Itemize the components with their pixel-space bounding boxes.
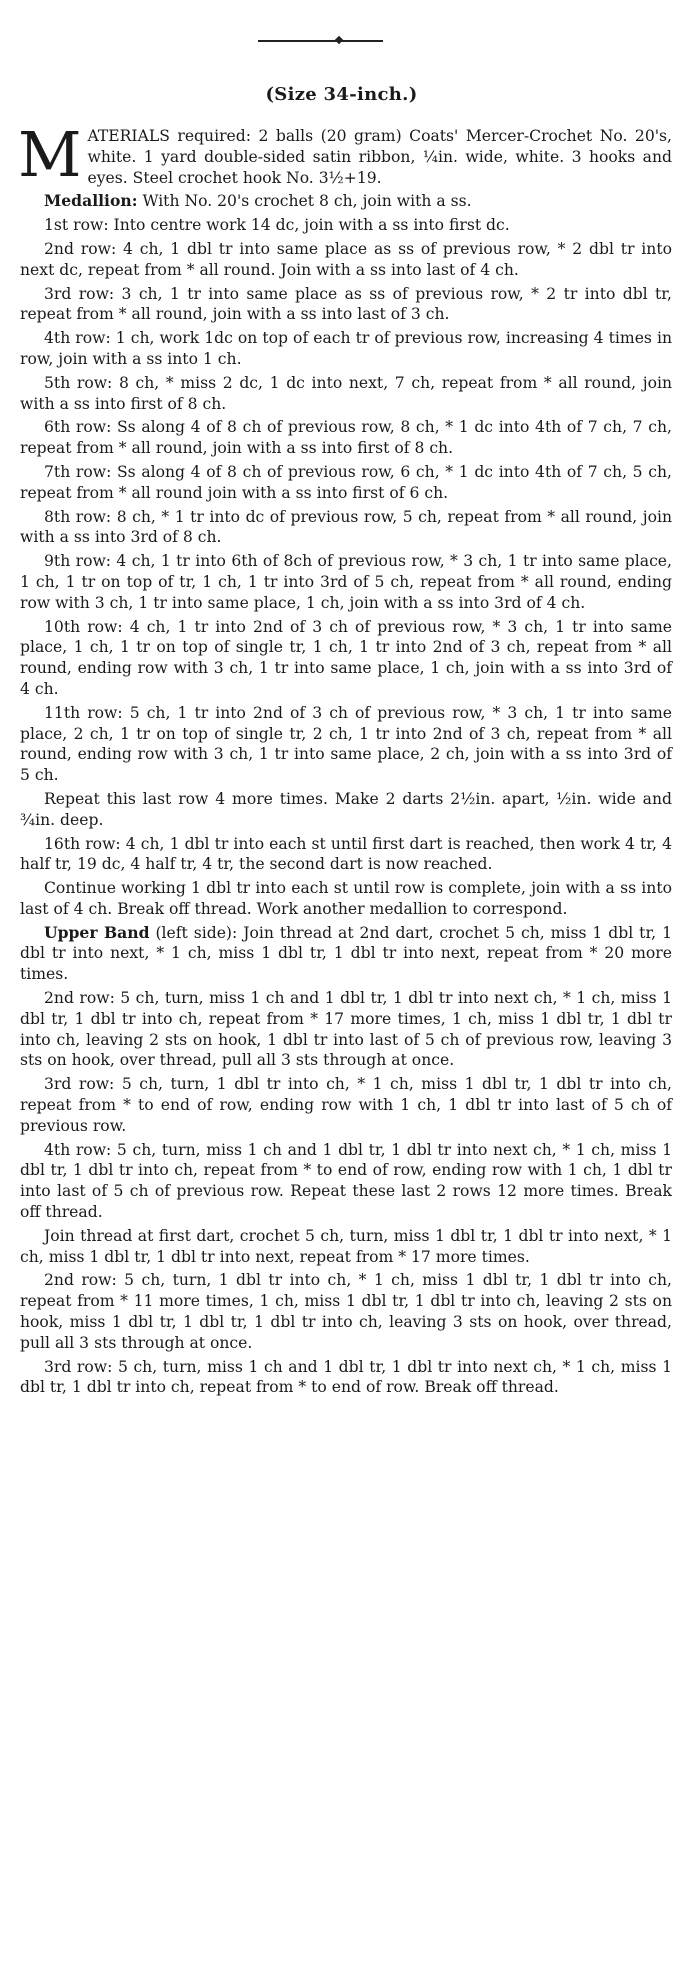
size-heading: (Size 34-inch.) [265, 84, 418, 105]
drop-cap: M [18, 118, 82, 191]
divider-diamond-icon [335, 36, 343, 44]
medallion-row-8: 8th row: 8 ch, * 1 tr into dc of previous row, 5 ch, repeat from * all round, join with a ss into 3rd of 8 ch. [20, 507, 672, 547]
medallion-row-5: 5th row: 8 ch, * miss 2 dc, 1 dc into next, 7 ch, repeat from * all round, join with a ss into first of 8 ch. [20, 373, 672, 413]
upper-band-right-row-3: 3rd row: 5 ch, turn, miss 1 ch and 1 dbl tr, 1 dbl tr into next ch, * 1 ch, miss 1 dbl tr, 1 dbl tr into ch, repeat from * to end of row. Break off thread. [20, 1357, 672, 1397]
medallion-row-2: 2nd row: 4 ch, 1 dbl tr into same place as ss of previous row, * 2 dbl tr into next dc, repeat from * all round. Join with a ss into last of 4 ch. [20, 239, 672, 279]
upper-band-intro [20, 923, 672, 985]
upper-band-right-join: Join thread at first dart, crochet 5 ch, turn, miss 1 dbl tr, 1 dbl tr into next, * 1 ch, miss 1 dbl tr, 1 dbl tr into next, repeat from * 17 more times. [20, 1226, 672, 1266]
ornamental-divider [258, 40, 383, 42]
medallion-intro-text: With No. 20's crochet 8 ch, join with a ss. [142, 192, 472, 211]
materials-paragraph [18, 118, 672, 191]
medallion-label: Medallion: [44, 191, 138, 211]
medallion-finish: Continue working 1 dbl tr into each st until row is complete, join with a ss into last of 4 ch. Break off thread. Work another medallion to correspond. [20, 879, 672, 918]
upper-band-intro-text: (left side): Join thread at 2nd dart, crochet 5 ch, miss 1 dbl tr, 1 dbl tr into next, * 1 ch, miss 1 dbl tr, 1 dbl tr into next, repeat from * 20 more times. [20, 923, 673, 984]
medallion-row-4: 4th row: 1 ch, work 1dc on top of each tr of previous row, increasing 4 times in row, join with a ss into 1 ch. [20, 329, 672, 368]
upper-band-row-4: 4th row: 5 ch, turn, miss 1 ch and 1 dbl tr, 1 dbl tr into next ch, * 1 ch, miss 1 dbl tr, 1 dbl tr into ch, repeat from * to end of row, ending row with 1 ch, 1 dbl tr into last of 5 ch of previous row. Repeat these last 2 rows 12 more times. Break off thread. [20, 1140, 672, 1222]
upper-band-right-row-2: 2nd row: 5 ch, turn, 1 dbl tr into ch, * 1 ch, miss 1 dbl tr, 1 dbl tr into ch, repeat from * 11 more times, 1 ch, miss 1 dbl tr, 1 dbl tr into ch, leaving 2 sts on hook, miss 1 dbl tr, 1 dbl tr, 1 dbl tr into ch, leaving 3 sts on hook, over thread, pull all 3 sts through at once. [20, 1271, 672, 1352]
medallion-row-1: 1st row: Into centre work 14 dc, join with a ss into first dc. [44, 216, 510, 235]
medallion-row-3: 3rd row: 3 ch, 1 tr into same place as ss of previous row, * 2 tr into dbl tr, repeat from * all round, join with a ss into last of 3 ch. [20, 284, 672, 324]
upper-band-row-3: 3rd row: 5 ch, turn, 1 dbl tr into ch, * 1 ch, miss 1 dbl tr, 1 dbl tr into ch, repeat from * to end of row, ending row with 1 ch, 1 dbl tr into last of 5 ch of previous row. [20, 1075, 672, 1135]
upper-band-row-2: 2nd row: 5 ch, turn, miss 1 ch and 1 dbl tr, 1 dbl tr into next ch, * 1 ch, miss 1 dbl tr, 1 dbl tr into ch, repeat from * 17 more times, 1 ch, miss 1 dbl tr, 1 dbl tr into ch, leaving 2 sts on hook, 1 dbl tr into last of 5 ch of previous row, leaving 3 sts on hook, over thread, pull all 3 sts through at once. [20, 989, 672, 1070]
materials-text: ATERIALS required: 2 balls (20 gram) Coats' Mercer-Crochet No. 20's, white. 1 yard double-sided satin ribbon, ¼in. wide, white. 3 hooks and eyes. Steel crochet hook No. 3½+19. [87, 127, 672, 187]
medallion-row-6: 6th row: Ss along 4 of 8 ch of previous row, 8 ch, * 1 dc into 4th of 7 ch, 7 ch, repeat from * all round, join with a ss into first of 8 ch. [20, 418, 672, 458]
medallion-row-11: 11th row: 5 ch, 1 tr into 2nd of 3 ch of previous row, * 3 ch, 1 tr into same place, 2 ch, 1 tr on top of single tr, 2 ch, 1 tr into 2nd of 3 ch, repeat from * all round, ending row with 3 ch, 1 tr into same place, 2 ch, join with a ss into 3rd of 5 ch. [20, 703, 672, 785]
medallion-intro [20, 191, 672, 212]
upper-band-label: Upper Band [44, 922, 150, 942]
medallion-row-9: 9th row: 4 ch, 1 tr into 6th of 8ch of previous row, * 3 ch, 1 tr into same place, 1 ch, 1 tr on top of tr, 1 ch, 1 tr into 3rd of 5 ch, repeat from * all round, ending row with 3 ch, 1 tr into same place, 1 ch, join with a ss into 3rd of 4 ch. [20, 552, 672, 612]
pattern-text [18, 118, 673, 1401]
medallion-row-16: 16th row: 4 ch, 1 dbl tr into each st until first dart is reached, then work 4 tr, 4 half tr, 19 dc, 4 half tr, 4 tr, the second dart is now reached. [20, 834, 672, 874]
medallion-row-10: 10th row: 4 ch, 1 tr into 2nd of 3 ch of previous row, * 3 ch, 1 tr into same place, 1 ch, 1 tr on top of single tr, 1 ch, 1 tr into 2nd of 3 ch, repeat from * all round, ending row with 3 ch, 1 tr into same place, 1 ch, join with a ss into 3rd of 4 ch. [20, 617, 672, 698]
medallion-repeat-note: Repeat this last row 4 more times. Make 2 darts 2½in. apart, ½in. wide and ¾in. deep. [20, 789, 672, 829]
medallion-row-7: 7th row: Ss along 4 of 8 ch of previous row, 6 ch, * 1 dc into 4th of 7 ch, 5 ch, repeat from * all round join with a ss into first of 6 ch. [20, 462, 672, 502]
